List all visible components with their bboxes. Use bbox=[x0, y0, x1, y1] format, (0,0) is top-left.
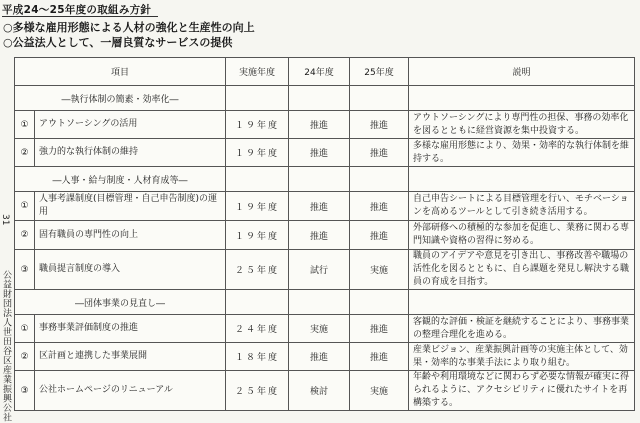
row-start-year: １９年度 bbox=[226, 111, 289, 139]
row-description: 産業ビジョン、産業振興計画等の実施主体として、効果・効率的な事業手法により取り組む。 bbox=[409, 343, 635, 371]
title-underline bbox=[2, 16, 158, 17]
row-fy25-status: 実施 bbox=[350, 250, 409, 290]
row-description: 客観的な評価・検証を継続することにより、事務事業の整理合理化を進める。 bbox=[409, 315, 635, 343]
row-number: ③ bbox=[15, 371, 35, 411]
row-fy25-status: 推進 bbox=[350, 221, 409, 250]
row-item-name: 強力的な執行体制の維持 bbox=[35, 139, 226, 167]
row-fy25-status: 推進 bbox=[350, 139, 409, 167]
row-item-name: 人事考課制度(目標管理・自己申告制度)の運用 bbox=[35, 192, 226, 221]
row-description: 多様な雇用形態により、効果・効率的な執行体制を維持する。 bbox=[409, 139, 635, 167]
row-item-name: 職員提言制度の導入 bbox=[35, 250, 226, 290]
policy-table bbox=[14, 57, 635, 411]
table-row bbox=[15, 315, 635, 343]
row-description: 自己申告シートによる目標管理を行い、モチベーションを高めるツールとして引き続き活用する。 bbox=[409, 192, 635, 221]
section-row bbox=[15, 86, 635, 111]
table-row bbox=[15, 192, 635, 221]
row-description: アウトソーシングにより専門性の担保、事務の効率化を図るとともに経営資源を集中投資する。 bbox=[409, 111, 635, 139]
row-item-name: 区計画と連携した事業展開 bbox=[35, 343, 226, 371]
row-number: ① bbox=[15, 192, 35, 221]
row-description: 職員のアイデアや意見を引き出し、事務改善や職場の活性化を図るとともに、自ら課題を発見し解決する職員の育成を目指す。 bbox=[409, 250, 635, 290]
organization-name: 公益財団法人世田谷区産業振興公社 bbox=[1, 270, 11, 422]
page-number: 31 bbox=[0, 214, 10, 226]
row-item-name: 公社ホームページのリニューアル bbox=[35, 371, 226, 411]
row-description: 外部研修への積極的な参加を促進し、業務に関わる専門知識や資格の習得に努める。 bbox=[409, 221, 635, 250]
row-fy24-status: 検討 bbox=[289, 371, 350, 411]
row-start-year: ２５年度 bbox=[226, 371, 289, 411]
table-row bbox=[15, 111, 635, 139]
section-row bbox=[15, 167, 635, 192]
row-fy24-status: 推進 bbox=[289, 221, 350, 250]
row-fy25-status: 推進 bbox=[350, 343, 409, 371]
row-start-year: １９年度 bbox=[226, 192, 289, 221]
section-title: ―執行体制の簡素・効率化― bbox=[15, 86, 226, 111]
row-number: ② bbox=[15, 343, 35, 371]
section-row bbox=[15, 290, 635, 315]
section-title: ―団体事業の見直し― bbox=[15, 290, 226, 315]
row-fy24-status: 試行 bbox=[289, 250, 350, 290]
table-row bbox=[15, 343, 635, 371]
header-fy25: 25年度 bbox=[350, 58, 409, 86]
row-start-year: １８年度 bbox=[226, 343, 289, 371]
row-fy24-status: 推進 bbox=[289, 111, 350, 139]
row-description: 年齢や利用環境などに関わらず必要な情報が確実に得られるように、アクセシビリティに優れたサイトを再構築する。 bbox=[409, 371, 635, 411]
row-start-year: １９年度 bbox=[226, 221, 289, 250]
header-year: 実施年度 bbox=[226, 58, 289, 86]
row-number: ② bbox=[15, 139, 35, 167]
table-row bbox=[15, 250, 635, 290]
row-fy25-status: 推進 bbox=[350, 315, 409, 343]
row-fy24-status: 推進 bbox=[289, 139, 350, 167]
row-item-name: 事務事業評価制度の推進 bbox=[35, 315, 226, 343]
row-number: ① bbox=[15, 111, 35, 139]
row-start-year: ２５年度 bbox=[226, 250, 289, 290]
table-row bbox=[15, 221, 635, 250]
row-fy24-status: 推進 bbox=[289, 343, 350, 371]
header-description: 説明 bbox=[409, 58, 635, 86]
row-fy25-status: 推進 bbox=[350, 111, 409, 139]
table-row bbox=[15, 139, 635, 167]
header-fy24: 24年度 bbox=[289, 58, 350, 86]
row-number: ② bbox=[15, 221, 35, 250]
goal-line-2: ○公益法人として、一層良質なサービスの提供 bbox=[3, 36, 233, 49]
page-title: 平成24～25年度の取組み方針 bbox=[2, 4, 152, 16]
row-fy25-status: 推進 bbox=[350, 192, 409, 221]
header-item: 項目 bbox=[15, 58, 226, 86]
row-number: ③ bbox=[15, 250, 35, 290]
row-start-year: １９年度 bbox=[226, 139, 289, 167]
row-item-name: 固有職員の専門性の向上 bbox=[35, 221, 226, 250]
row-fy24-status: 実施 bbox=[289, 315, 350, 343]
goal-line-1: ○多様な雇用形態による人材の強化と生産性の向上 bbox=[3, 21, 255, 34]
section-title: ―人事・給与制度・人材育成等― bbox=[15, 167, 226, 192]
row-fy25-status: 実施 bbox=[350, 371, 409, 411]
table-row bbox=[15, 371, 635, 411]
row-item-name: アウトソーシングの活用 bbox=[35, 111, 226, 139]
row-number: ① bbox=[15, 315, 35, 343]
row-fy24-status: 推進 bbox=[289, 192, 350, 221]
row-start-year: ２４年度 bbox=[226, 315, 289, 343]
table-header-row bbox=[15, 58, 635, 86]
